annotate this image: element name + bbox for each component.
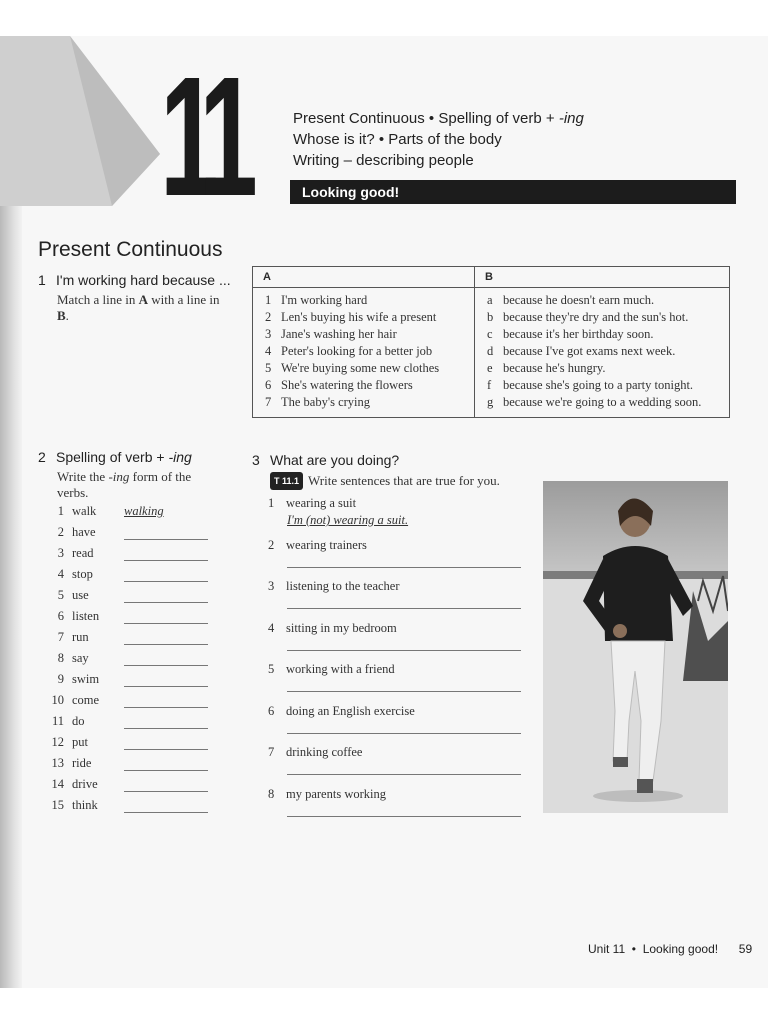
spelling-row (46, 525, 122, 545)
item-text: because I've got exams next week. (503, 344, 676, 358)
topic-line-1: Present Continuous • Spelling of verb + -ing (293, 110, 584, 127)
ex2-instruction: Write the -ing form of the verbs. (57, 469, 192, 500)
spelling-row (46, 630, 122, 650)
match-b-row (487, 395, 701, 410)
prompt-text: drinking coffee (286, 745, 363, 759)
footer-title: Looking good! (642, 942, 719, 956)
item-number: 3 (57, 546, 64, 560)
answer-blank[interactable] (124, 812, 208, 813)
item-text: I'm working hard (281, 293, 368, 307)
verb: ride (72, 756, 92, 770)
column-a-header: A (263, 271, 271, 283)
prompt-row (268, 704, 415, 719)
spelling-row (46, 756, 122, 776)
unit-number: 11 (160, 42, 245, 232)
item-number: 7 (57, 630, 64, 644)
column-b-header: B (485, 271, 493, 283)
item-letter: e (487, 361, 493, 375)
prompt-row (268, 662, 395, 677)
answer-line[interactable] (287, 650, 521, 651)
prompt-row (268, 496, 356, 511)
verb: think (72, 798, 98, 812)
match-b-row (487, 327, 653, 342)
match-b-row (487, 293, 654, 308)
item-text: because it's her birthday soon. (503, 327, 654, 341)
match-a-row (265, 361, 439, 376)
item-letter: d (487, 344, 494, 358)
prompt-row (268, 579, 400, 594)
answer-blank[interactable] (124, 644, 208, 645)
spelling-row (46, 714, 122, 734)
verb: listen (72, 609, 100, 623)
spelling-row (46, 735, 122, 755)
item-number: 1 (268, 496, 275, 510)
answer-blank[interactable] (124, 791, 208, 792)
spelling-row (46, 609, 122, 629)
answer-text: walking (124, 504, 164, 518)
topic-line-2: Whose is it? • Parts of the body (293, 131, 502, 148)
verb: swim (72, 672, 100, 686)
spelling-row (46, 588, 122, 608)
item-number: 8 (268, 786, 275, 801)
spelling-row (46, 672, 122, 692)
item-text: because they're dry and the sun's hot. (503, 310, 689, 324)
item-number: 15 (51, 798, 64, 812)
item-letter: a (487, 293, 493, 307)
item-number: 5 (268, 662, 275, 676)
item-number: 3 (265, 327, 272, 341)
ex1-heading: 1 I'm working hard because ... (38, 272, 231, 288)
verb: put (72, 735, 88, 749)
spelling-row (46, 567, 122, 587)
answer-blank[interactable] (124, 560, 208, 561)
item-number: 9 (57, 672, 64, 686)
answer-blank[interactable] (124, 581, 208, 582)
prompt-text: doing an English exercise (286, 703, 415, 718)
item-text: Len's buying his wife a present (281, 310, 437, 324)
prompt-row (268, 538, 367, 553)
match-b-row (487, 310, 688, 325)
item-number: 1 (57, 504, 64, 518)
answer-line[interactable] (287, 691, 521, 692)
spelling-row (46, 504, 164, 524)
footer-unit: Unit 11 (588, 942, 626, 956)
item-number: 4 (265, 344, 272, 358)
match-a-row (265, 310, 436, 325)
spelling-row (46, 546, 122, 566)
verb: drive (72, 777, 98, 791)
item-text: Jane's washing her hair (281, 327, 397, 341)
prompt-text: sitting in my bedroom (286, 620, 397, 635)
answer-blank[interactable] (124, 770, 208, 771)
prompt-row (268, 621, 397, 636)
item-number: 2 (268, 537, 275, 552)
match-table (252, 266, 730, 418)
item-text: Peter's looking for a better job (281, 344, 433, 358)
item-number: 7 (268, 745, 275, 759)
scan-bottom-margin (0, 988, 768, 1024)
item-number: 13 (51, 756, 64, 770)
match-a-row (265, 395, 370, 410)
verb: read (72, 546, 94, 560)
unit-topics (293, 108, 584, 171)
answer-blank[interactable] (124, 728, 208, 729)
item-number: 2 (265, 310, 272, 324)
page-number: 59 (738, 942, 753, 956)
item-letter: g (487, 395, 494, 409)
verb: stop (72, 567, 93, 581)
ex3-heading: 3 What are you doing? (252, 452, 400, 468)
answer-line[interactable] (287, 774, 521, 775)
woman-walking-photo (543, 481, 728, 813)
item-number: 6 (268, 703, 275, 718)
answer-line[interactable] (287, 608, 521, 609)
item-number: 14 (51, 777, 64, 791)
item-number: 6 (57, 609, 64, 623)
unit-arrow-graphic (0, 36, 160, 206)
spelling-row (46, 798, 122, 818)
item-text: because she's going to a party tonight. (503, 378, 694, 392)
ex1-instruction: Match a line in A with a line in B. (57, 292, 220, 323)
match-a-row (265, 344, 432, 359)
match-b-row (487, 361, 605, 376)
item-number: 12 (51, 735, 64, 749)
answer-line[interactable] (287, 567, 521, 568)
item-number: 10 (51, 693, 64, 707)
item-number: 2 (57, 525, 64, 539)
verb: run (72, 630, 89, 644)
item-text: She's watering the flowers (281, 378, 413, 392)
page-footer: Unit 11 • Looking good! 59 (588, 942, 753, 956)
item-number: 4 (57, 567, 64, 581)
unit-title-bar: Looking good! (290, 180, 736, 204)
spelling-row (46, 777, 122, 797)
item-number: 1 (265, 293, 272, 307)
verb: use (72, 588, 89, 602)
verb: come (72, 693, 100, 707)
item-number: 7 (265, 395, 272, 409)
answer-blank[interactable] (124, 623, 208, 624)
answer-blank[interactable] (124, 539, 208, 540)
item-letter: f (487, 378, 492, 392)
prompt-row (268, 787, 386, 802)
item-text: because he doesn't earn much. (503, 293, 655, 307)
verb: walk (72, 504, 97, 518)
answer-text: I'm (not) wearing a suit. (287, 513, 409, 527)
item-text: We're buying some new clothes (281, 361, 440, 375)
prompt-text: working with a friend (286, 662, 395, 676)
item-number: 3 (268, 579, 275, 593)
prompt-text: my parents working (286, 786, 386, 801)
match-b-row (487, 378, 693, 393)
spelling-row (46, 651, 122, 671)
item-text: because we're going to a wedding soon. (503, 395, 702, 409)
match-a-row (265, 293, 367, 308)
match-a-row (265, 378, 413, 393)
answer-line[interactable] (287, 733, 521, 734)
item-text: The baby's crying (281, 395, 371, 409)
item-number: 4 (268, 620, 275, 635)
audio-track-badge: T 11.1 (270, 472, 303, 490)
ex3-instruction: T 11.1 Write sentences that are true for you. (270, 472, 500, 490)
scan-top-margin (0, 0, 768, 36)
answer-blank[interactable] (124, 749, 208, 750)
ex2-heading: 2 Spelling of verb + -ing (38, 449, 192, 465)
section-title: Present Continuous (38, 238, 223, 261)
table-header-divider (253, 287, 729, 288)
verb: do (72, 714, 85, 728)
verb: say (72, 651, 89, 665)
topic-line-3: Writing – describing people (293, 152, 474, 169)
prompt-text: listening to the teacher (286, 579, 400, 593)
item-number: 5 (265, 361, 272, 375)
item-letter: b (487, 310, 494, 324)
match-b-row (487, 344, 675, 359)
answer-blank[interactable] (124, 602, 208, 603)
prompt-row (268, 745, 362, 760)
answer-blank[interactable] (124, 665, 208, 666)
spelling-row (46, 693, 122, 713)
answer-blank[interactable] (124, 686, 208, 687)
verb: have (72, 525, 96, 539)
prompt-text: wearing trainers (286, 537, 367, 552)
item-text: because he's hungry. (503, 361, 606, 375)
prompt-text: wearing a suit (286, 496, 357, 510)
answer-line[interactable] (287, 816, 521, 817)
item-number: 5 (57, 588, 64, 602)
item-number: 11 (51, 714, 64, 728)
answer-blank[interactable] (124, 707, 208, 708)
item-letter: c (487, 327, 493, 341)
match-a-row (265, 327, 397, 342)
item-number: 6 (265, 378, 272, 392)
item-number: 8 (57, 651, 64, 665)
